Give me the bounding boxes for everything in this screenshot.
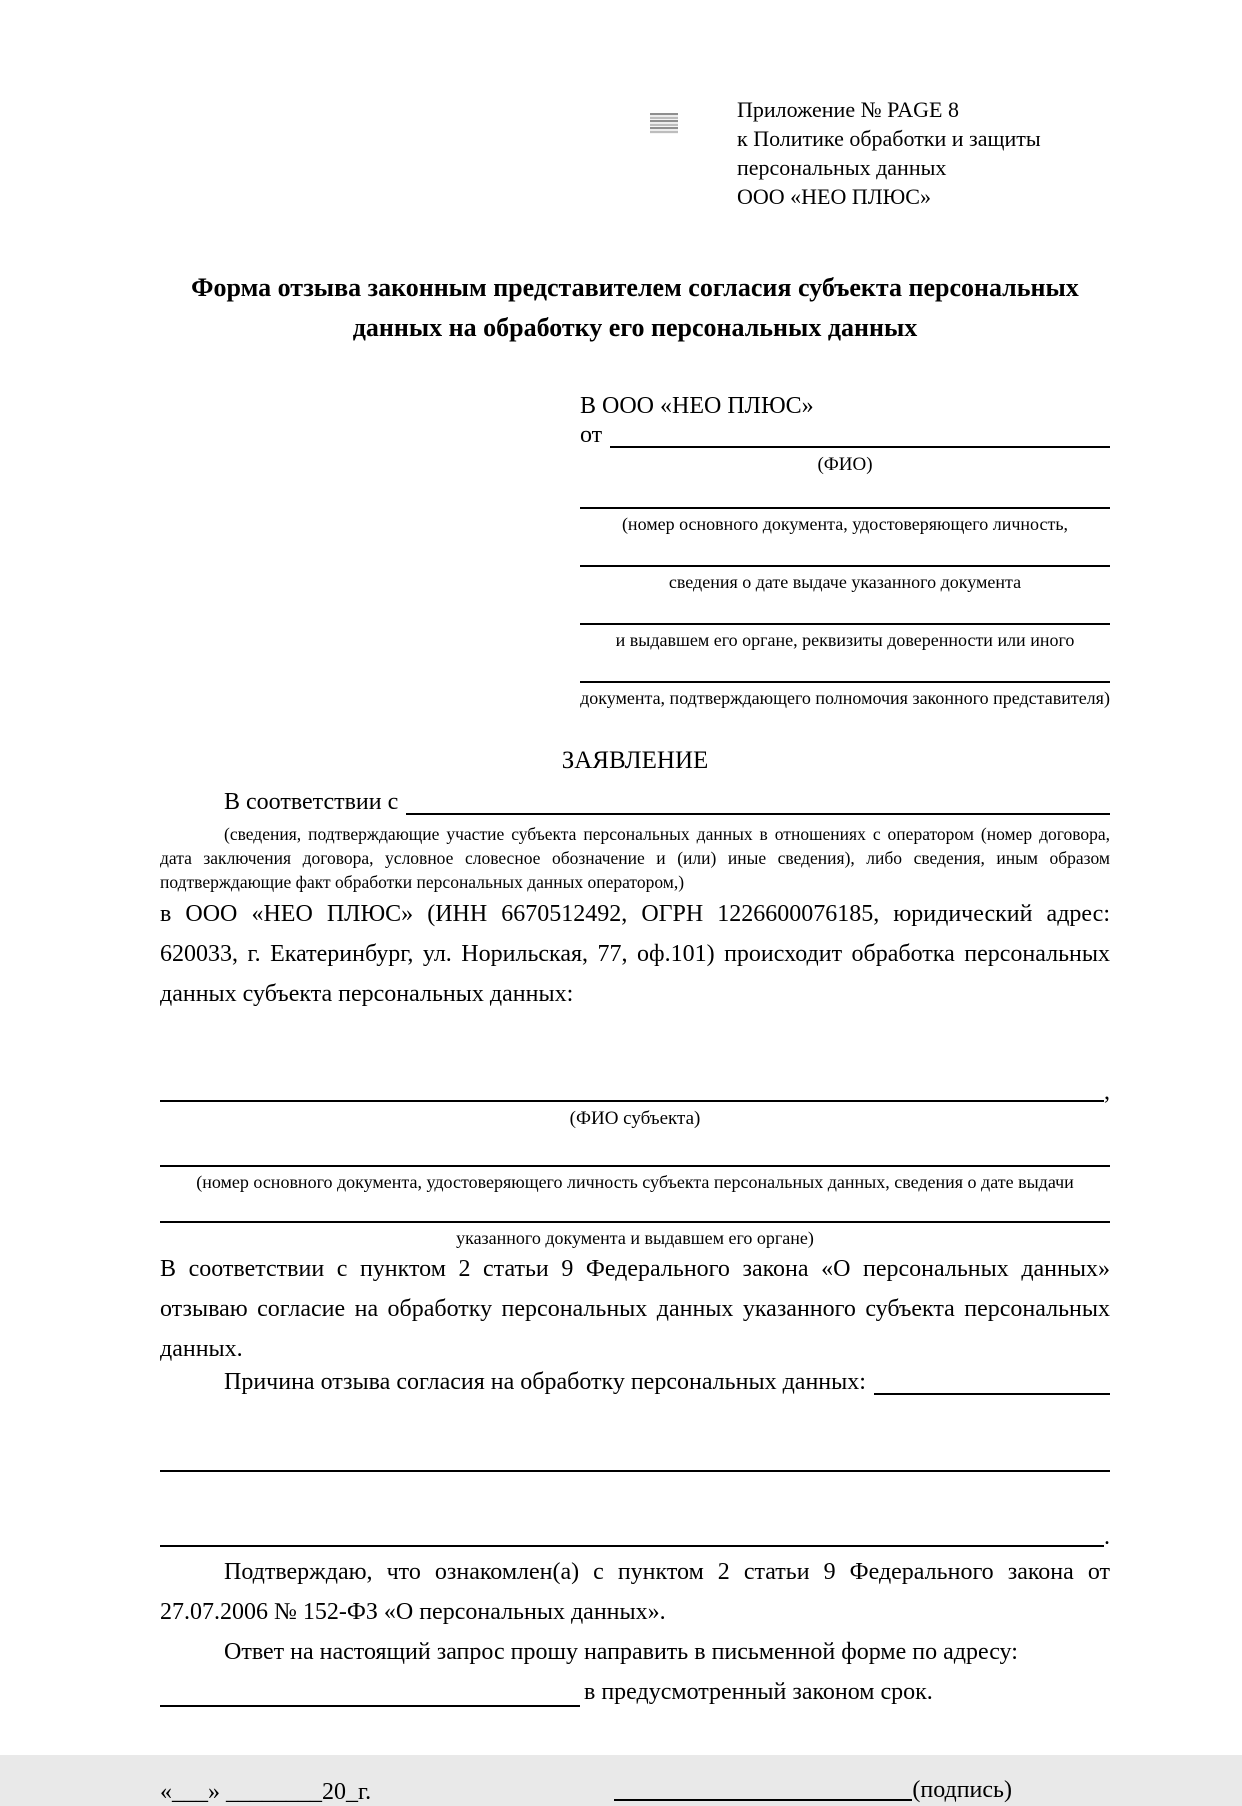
representative-document-caption-1: (номер основного документа, удостоверяющего личность, xyxy=(621,514,1069,534)
subject-fio-blank[interactable] xyxy=(160,1076,1104,1102)
reply-suffix-text: в предусмотренный законом срок. xyxy=(584,1679,933,1705)
fio-caption: (ФИО) xyxy=(817,454,873,475)
reply-address-blank[interactable] xyxy=(160,1672,580,1707)
operator-paragraph: в ООО «НЕО ПЛЮС» (ИНН 6670512492, ОГРН 1226600076185, юридический адрес: 620033, г. Екатеринбург, ул. Норильская, 77, оф.101) происходит обработка персональных данных субъекта персональных данных: xyxy=(160,901,1110,1007)
organization-name-line: ООО «НЕО ПЛЮС» xyxy=(737,184,931,209)
policy-reference-line: к Политике обработки и защиты xyxy=(737,126,1041,151)
subject-document-caption-1: (номер основного документа, удостоверяющего личность субъекта персональных данных, сведения о дате выдачи xyxy=(196,1172,1074,1192)
subject-fio-caption: (ФИО субъекта) xyxy=(569,1108,701,1129)
reason-line xyxy=(160,1369,1110,1400)
reason-blank-1[interactable] xyxy=(160,1446,1110,1472)
representative-document-blank-1[interactable] xyxy=(580,507,1110,509)
statement-intro-label: В соответствии с xyxy=(224,789,399,815)
reason-blank-inline[interactable] xyxy=(874,1369,1110,1395)
appendix-number-line: Приложение № PAGE 8 xyxy=(737,97,959,122)
reason-line-suffix: . xyxy=(1104,1524,1110,1550)
document-body xyxy=(160,268,1110,1806)
representative-document-caption-2: сведения о дате выдаче указанного документа xyxy=(668,572,1022,592)
signature-blank[interactable] xyxy=(614,1774,912,1801)
subject-fio-line xyxy=(160,1076,1110,1107)
representative-document-blank-3[interactable] xyxy=(580,623,1110,625)
embedded-lines-icon xyxy=(650,113,678,134)
signature-group xyxy=(614,1774,1012,1806)
appendix-header xyxy=(737,95,1041,211)
reason-blank-line-1 xyxy=(160,1446,1110,1477)
representative-document-caption-4: документа, подтверждающего полномочия законного представителя) xyxy=(580,688,1110,708)
policy-reference-line2: персональных данных xyxy=(737,155,947,180)
subject-document-caption-2: указанного документа и выдавшем его органе) xyxy=(456,1228,814,1248)
reason-blank-2[interactable] xyxy=(160,1521,1104,1547)
from-label: от xyxy=(580,422,603,448)
signature-caption: (подпись) xyxy=(912,1777,1012,1803)
withdrawal-paragraph: В соответствии с пунктом 2 статьи 9 Федерального закона «О персональных данных» отзываю согласие на обработку персональных данных указанного субъекта персональных данных. xyxy=(160,1256,1110,1362)
representative-document-blank-4[interactable] xyxy=(580,681,1110,683)
document-title: Форма отзыва законным представителем согласия субъекта персональных данных на обработку его персональных данных xyxy=(191,273,1079,342)
statement-intro-line xyxy=(160,789,1110,820)
addressee-block xyxy=(580,390,1110,709)
signature-row xyxy=(160,1774,1110,1806)
reason-blank-line-2 xyxy=(160,1521,1110,1552)
addressee-organization: В ООО «НЕО ПЛЮС» xyxy=(580,393,814,419)
reply-address-line xyxy=(160,1672,1110,1712)
subject-fio-suffix: , xyxy=(1104,1079,1110,1105)
from-line xyxy=(580,422,1110,453)
representative-document-blank-2[interactable] xyxy=(580,565,1110,567)
subject-document-blank-2[interactable] xyxy=(160,1221,1110,1223)
statement-heading: ЗАЯВЛЕНИЕ xyxy=(561,747,709,774)
representative-document-caption-3: и выдавшем его органе, реквизиты доверенности или иного xyxy=(615,630,1075,650)
from-name-blank[interactable] xyxy=(610,422,1110,448)
reply-request-paragraph: Ответ на настоящий запрос прошу направить в письменной форме по адресу: xyxy=(224,1639,1018,1665)
date-blank-line[interactable]: «___» ________20_г. xyxy=(160,1779,372,1805)
statement-footnote: (сведения, подтверждающие участие субъекта персональных данных в отношениях с оператором (номер договора, дата заключения договора, условное словесное обозначение и (или) иные сведения), либо сведения, иным образом подтверждающие факт обработки персональных данных оператором,) xyxy=(160,824,1110,892)
confirmation-paragraph: Подтверждаю, что ознакомлен(а) с пунктом 2 статьи 9 Федерального закона от 27.07.2006 № 152-ФЗ «О персональных данных». xyxy=(160,1559,1110,1625)
subject-document-blank-1[interactable] xyxy=(160,1165,1110,1167)
statement-intro-blank[interactable] xyxy=(406,789,1110,815)
reason-label: Причина отзыва согласия на обработку персональных данных: xyxy=(224,1369,866,1395)
